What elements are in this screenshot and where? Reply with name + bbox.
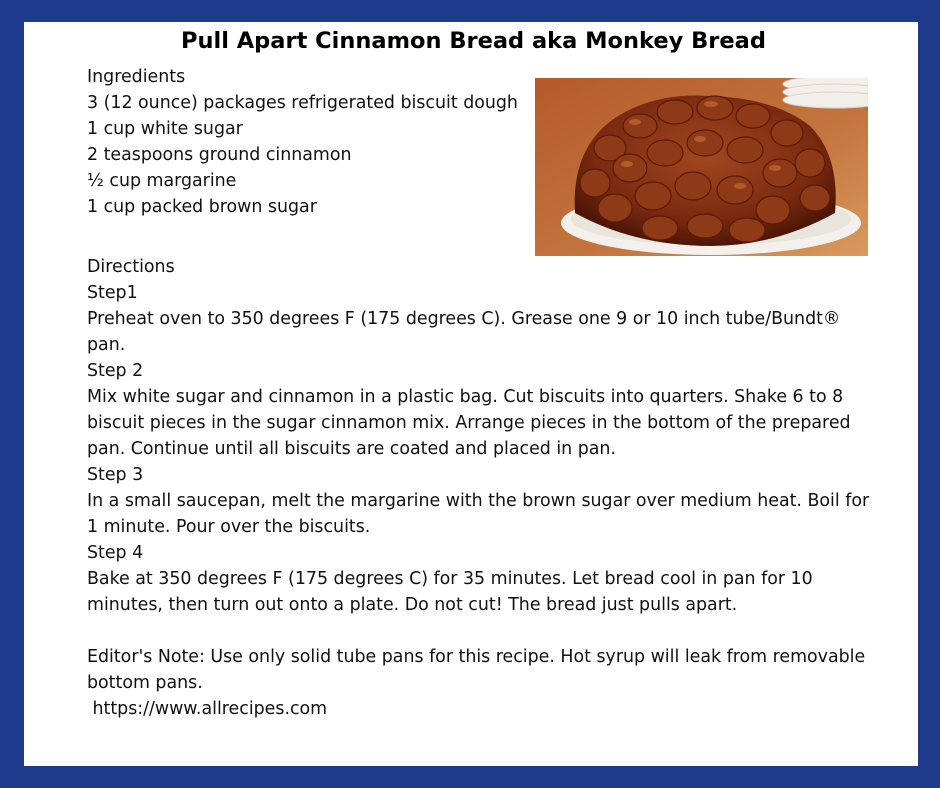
step-text: Preheat oven to 350 degrees F (175 degrees C). Grease one 9 or 10 inch tube/Bundt® pan. [87,309,841,355]
ingredient-item: 2 teaspoons ground cinnamon [87,145,352,165]
ingredient-item: ½ cup margarine [87,171,237,191]
ingredients-heading: Ingredients [87,67,186,87]
recipe-title: Pull Apart Cinnamon Bread aka Monkey Bread [181,28,766,54]
step-text: Bake at 350 degrees F (175 degrees C) for 35 minutes. Let bread cool in pan for 10 minutes, then turn out onto a plate. Do not cut! The bread just pulls apart. [87,569,813,615]
step-label: Step1 [87,283,138,303]
spacer [87,618,877,644]
source-link[interactable]: https://www.allrecipes.com [87,699,328,719]
ingredients-section [87,64,547,220]
ingredient-item: 3 (12 ounce) packages refrigerated biscuit dough [87,93,518,113]
ingredient-item: 1 cup packed brown sugar [87,197,317,217]
step-text: In a small saucepan, melt the margarine with the brown sugar over medium heat. Boil for 1 minute. Pour over the biscuits. [87,491,870,537]
editor-note: Editor's Note: Use only solid tube pans for this recipe. Hot syrup will leak from removable bottom pans. [87,647,866,693]
step-label: Step 4 [87,543,144,563]
ingredient-item: 1 cup white sugar [87,119,243,139]
monkey-bread-photo [535,78,868,256]
directions-section [87,254,877,722]
directions-heading: Directions [87,257,175,277]
step-label: Step 2 [87,361,144,381]
recipe-card [24,22,918,766]
step-text: Mix white sugar and cinnamon in a plastic bag. Cut biscuits into quarters. Shake 6 to 8 biscuit pieces in the sugar cinnamon mix. Arrange pieces in the bottom of the prepared pan. Continue until all biscuits are coated and placed in pan. [87,387,851,459]
step-label: Step 3 [87,465,144,485]
